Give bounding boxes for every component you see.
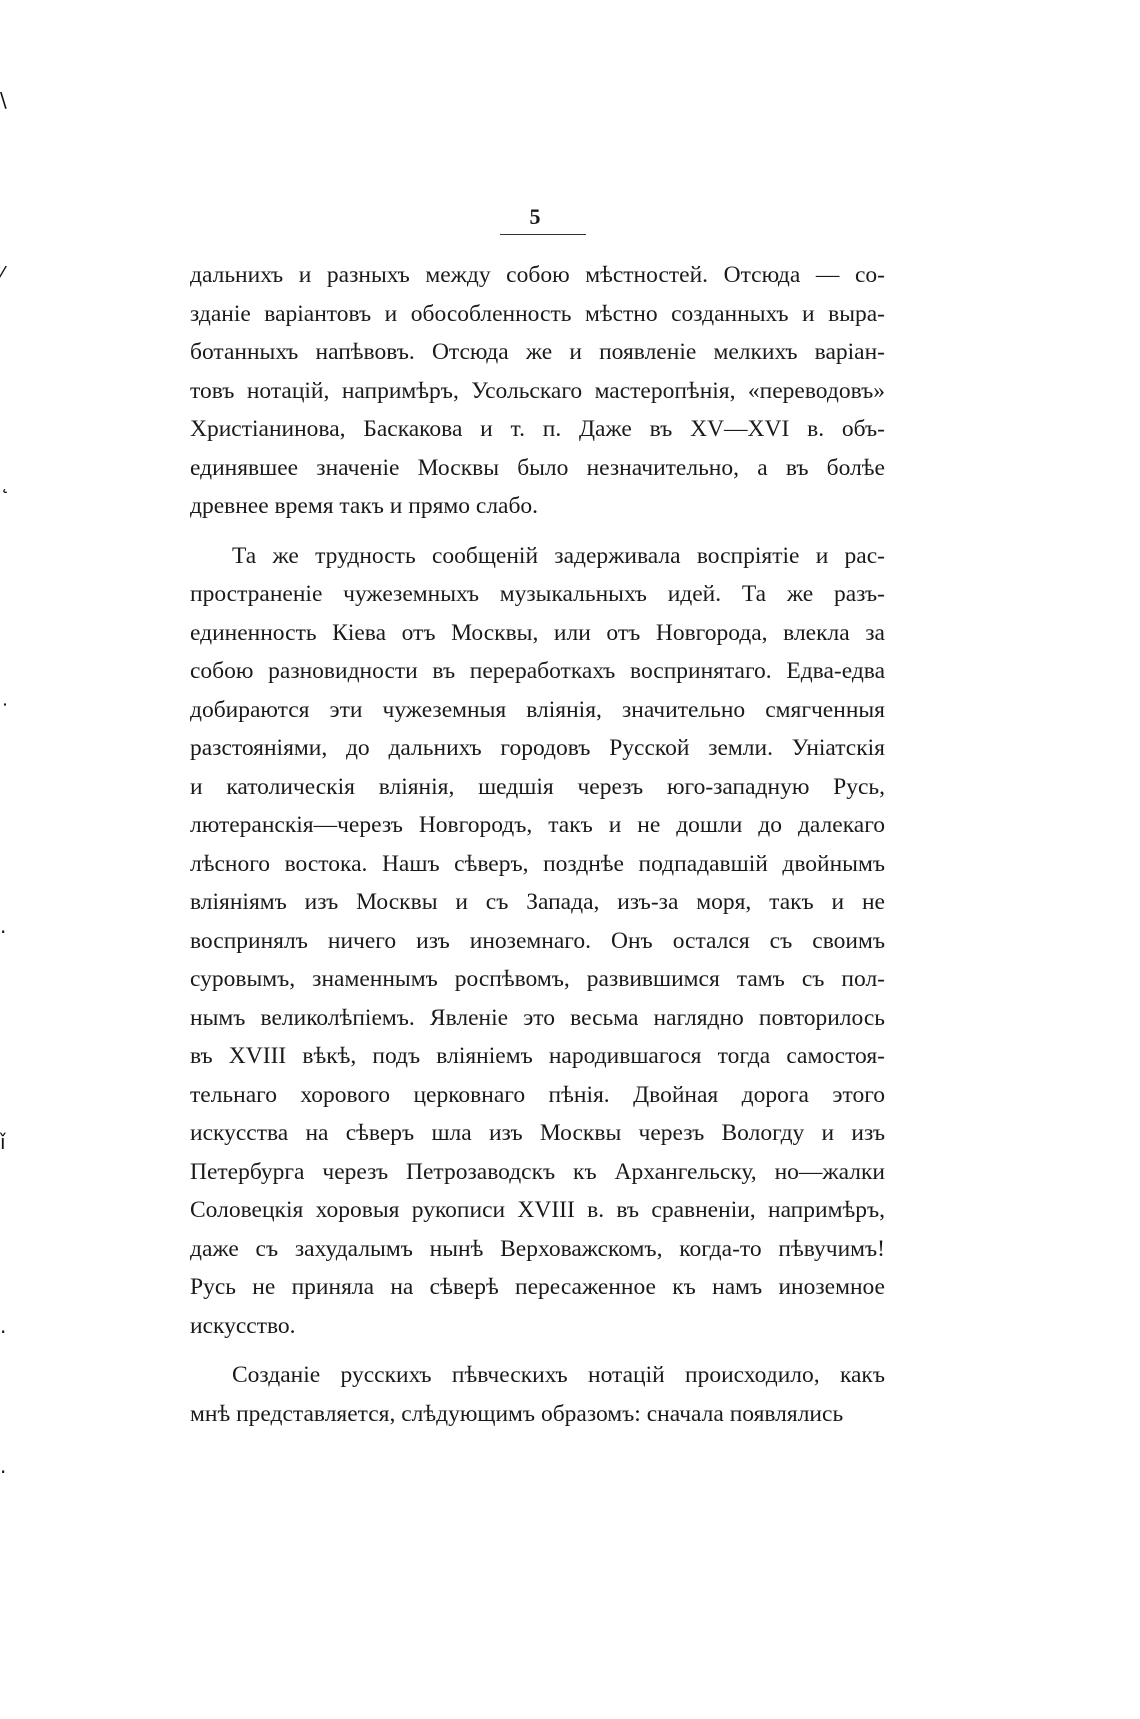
text-line: въ XVIII вѣкѣ, подъ вліяніемъ народившагося тогда самостоя-: [190, 1043, 885, 1069]
text-line: лѣсного востока. Нашъ сѣверъ, позднѣе подпадавшій двойнымъ: [190, 850, 885, 877]
text-line: пространеніе чужеземныхъ музыкальныхъ идей. Та же разъ-: [190, 581, 885, 607]
margin-scan-mark: ˛: [0, 470, 10, 494]
page-number: 5: [529, 204, 541, 229]
margin-scan-mark: ·: [0, 1320, 7, 1344]
text-line: нымъ великолѣпіемъ. Явленіе это весьма наглядно повторилось: [190, 1004, 885, 1031]
text-line: единенность Кіева отъ Москвы, или отъ Новгорода, влекла за: [190, 619, 885, 646]
text-line: лютеранскія—черезъ Новгородъ, такъ и не дошли до далекаго: [190, 812, 885, 838]
margin-scan-mark: \: [0, 88, 7, 112]
text-line: товъ нотацій, напримѣръ, Усольскаго мастеропѣнія, «переводовъ»: [190, 377, 885, 404]
text-line: даже съ захудалымъ нынѣ Верховажскомъ, когда-то пѣвучимъ!: [190, 1235, 885, 1262]
text-line: разстояніями, до дальнихъ городовъ Русской земли. Уніатскія: [190, 735, 885, 761]
paragraph-gap: [190, 526, 885, 537]
text-line: Петербурга черезъ Петрозаводскъ къ Архангельску, но—жалки: [190, 1158, 885, 1185]
page-number-rule: [500, 234, 586, 235]
text-line: Созданіе русскихъ пѣвческихъ нотацій происходило, какъ: [232, 1362, 885, 1388]
text-line: суровымъ, знаменнымъ роспѣвомъ, развившимся тамъ съ пол-: [190, 966, 885, 992]
text-line: и католическія вліянія, шедшія черезъ юго-западную Русь,: [190, 773, 885, 800]
text-line: дальнихъ и разныхъ между собою мѣстностей. Отсюда — со-: [190, 262, 885, 288]
text-line: Соловецкія хоровыя рукописи XVIII в. въ сравненіи, напримѣръ,: [190, 1197, 885, 1223]
text-line: мнѣ представляется, слѣдующимъ образомъ: сначала появлялись: [190, 1400, 844, 1427]
text-line: добираются эти чужеземныя вліянія, значительно смягченныя: [190, 696, 885, 723]
text-line: тельнаго хорового церковнаго пѣнія. Двойная дорога этого: [190, 1081, 885, 1108]
margin-scan-mark: ·: [0, 1460, 7, 1484]
text-line: Христіанинова, Баскакова и т. п. Даже въ XV—XVI в. объ-: [190, 416, 885, 442]
text-line: Та же трудность сообщеній задерживала воспріятіе и рас-: [232, 542, 885, 569]
text-line: зданіе варіантовъ и обособленность мѣстно созданныхъ и выра-: [190, 300, 885, 327]
text-line: вліяніямъ изъ Москвы и съ Запада, изъ-за моря, такъ и не: [190, 889, 885, 915]
margin-scan-mark: ·: [0, 920, 7, 944]
margin-scan-mark: ⁄: [0, 262, 4, 286]
margin-scan-mark: ǐ: [0, 1130, 6, 1154]
body-text: [190, 256, 885, 1433]
text-line: древнее время такъ и прямо слабо.: [190, 493, 539, 519]
paragraph: [190, 1356, 885, 1433]
margin-scan-mark: ˙: [0, 700, 10, 724]
paragraph: [190, 256, 885, 526]
text-line: воспринялъ ничего изъ иноземнаго. Онъ остался съ своимъ: [190, 927, 885, 954]
text-line: искусство.: [190, 1312, 296, 1339]
text-line: единявшее значеніе Москвы было незначительно, а въ болѣе: [190, 454, 885, 481]
paragraph: [190, 537, 885, 1346]
text-line: собою разновидности въ переработкахъ воспринятаго. Едва-едва: [190, 658, 885, 684]
text-line: Русь не приняла на сѣверѣ пересаженное къ намъ иноземное: [190, 1274, 885, 1300]
text-line: ботанныхъ напѣвовъ. Отсюда же и появленіе мелкихъ варіан-: [190, 339, 885, 365]
paragraph-gap: [190, 1345, 885, 1356]
text-line: искусства на сѣверъ шла изъ Москвы черезъ Вологду и изъ: [190, 1120, 885, 1146]
